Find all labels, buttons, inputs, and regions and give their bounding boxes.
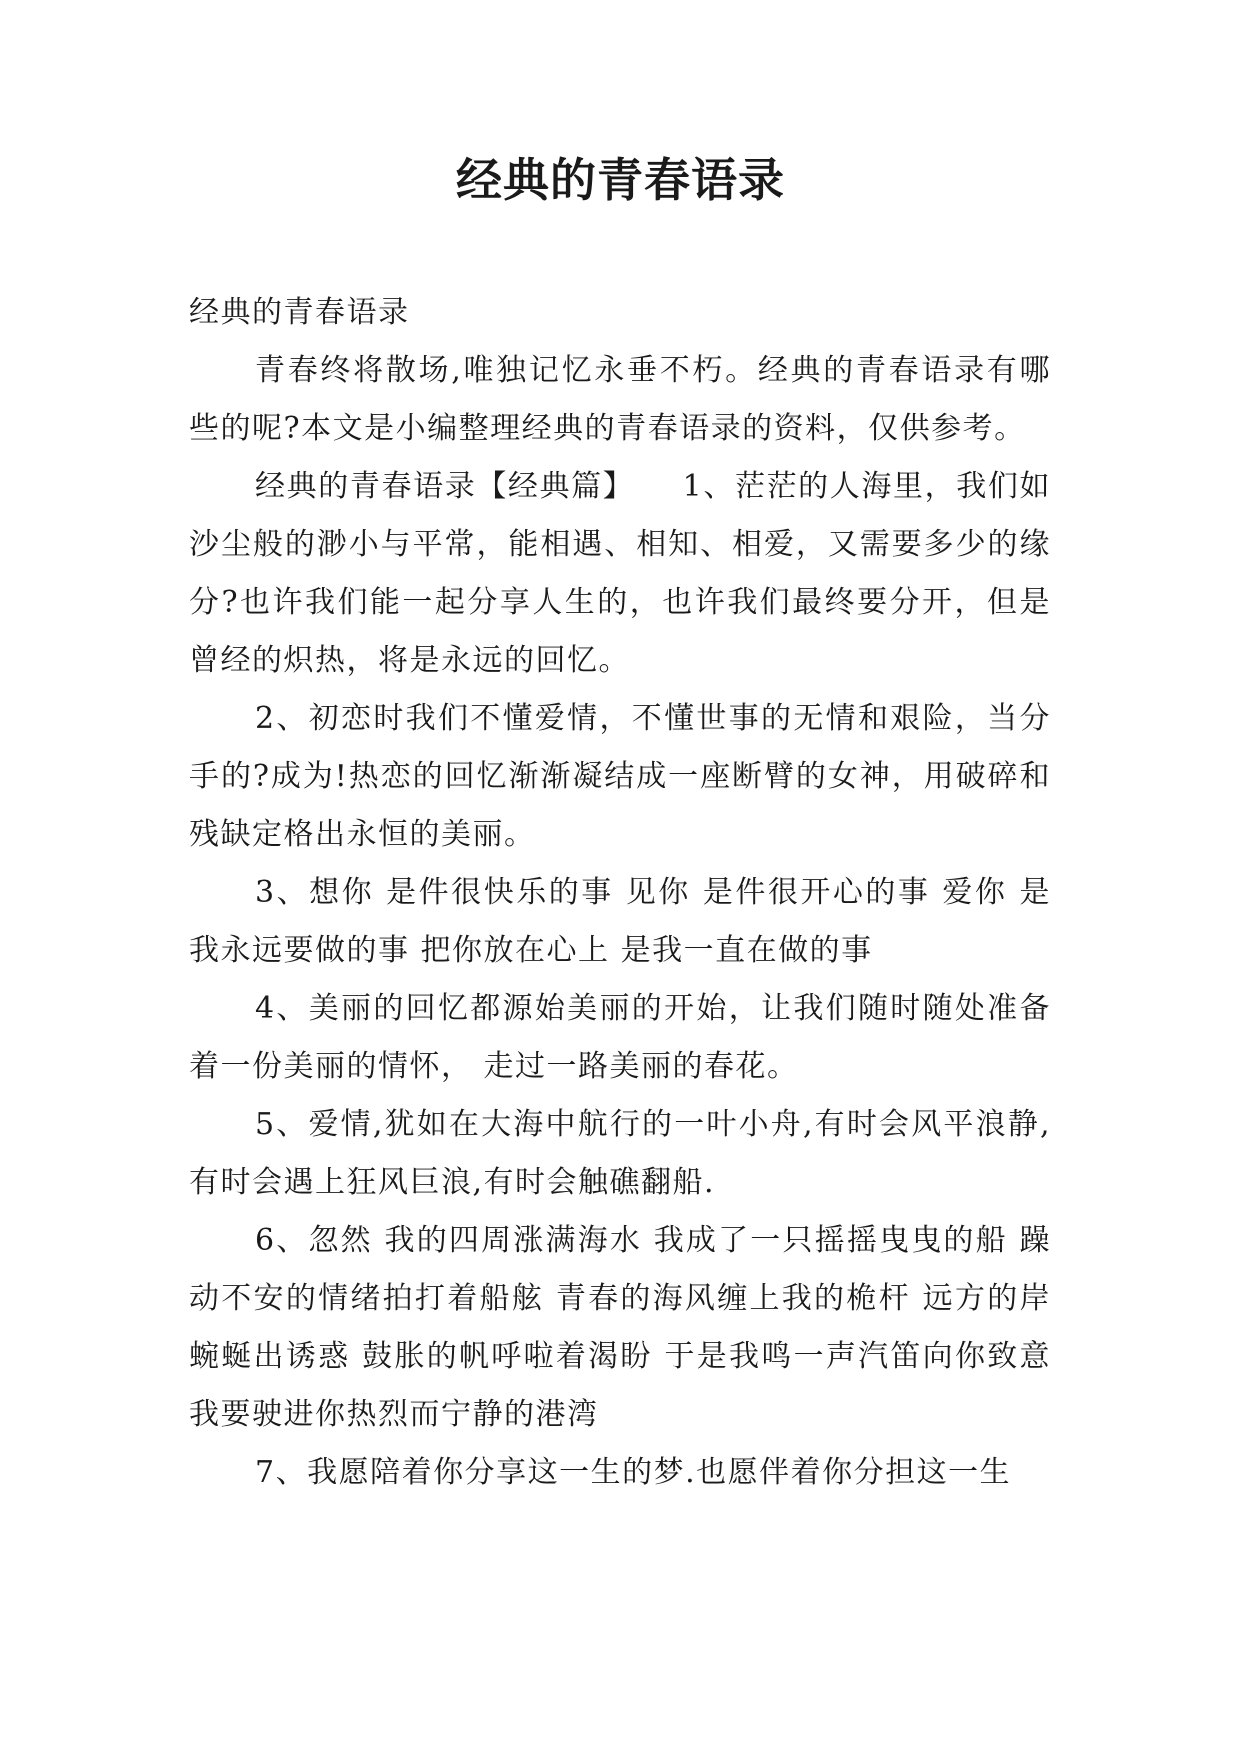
intro-paragraph: 青春终将散场,唯独记忆永垂不朽。经典的青春语录有哪些的呢?本文是小编整理经典的青春语录的资料，仅供参考。 [189,353,1051,446]
quote-paragraph-5: 5、爱情,犹如在大海中航行的一叶小舟,有时会风平浪静,有时会遇上狂风巨浪,有时会触礁翻船. [189,1107,1051,1200]
document-body [189,284,1051,1502]
quote-paragraph-4: 4、美丽的回忆都源始美丽的开始，让我们随时随处准备着一份美丽的情怀， 走过一路美丽的春花。 [189,991,1051,1084]
subtitle-paragraph: 经典的青春语录 [189,295,410,330]
quote-paragraph-3: 3、想你 是件很快乐的事 见你 是件很开心的事 爱你 是我永远要做的事 把你放在心上 是我一直在做的事 [189,875,1051,968]
quote-paragraph-1: 经典的青春语录【经典篇】 1、茫茫的人海里，我们如沙尘般的渺小与平常，能相遇、相知、相爱，又需要多少的缘分?也许我们能一起分享人生的，也许我们最终要分开，但是曾经的炽热，将是永远的回忆。 [189,469,1051,678]
document-title: 经典的青春语录 [456,153,785,207]
quote-paragraph-6: 6、忽然 我的四周涨满海水 我成了一只摇摇曳曳的船 躁动不安的情绪拍打着船舷 青春的海风缠上我的桅杆 远方的岸蜿蜒出诱惑 鼓胀的帆呼啦着渴盼 于是我鸣一声汽笛向你致意 我要驶进你热烈而宁静的港湾 [189,1223,1051,1432]
quote-paragraph-2: 2、初恋时我们不懂爱情，不懂世事的无情和艰险，当分手的?成为!热恋的回忆渐渐凝结成一座断臂的女神，用破碎和残缺定格出永恒的美丽。 [189,701,1051,852]
quote-paragraph-7: 7、我愿陪着你分享这一生的梦.也愿伴着你分担这一生 [255,1455,1012,1490]
